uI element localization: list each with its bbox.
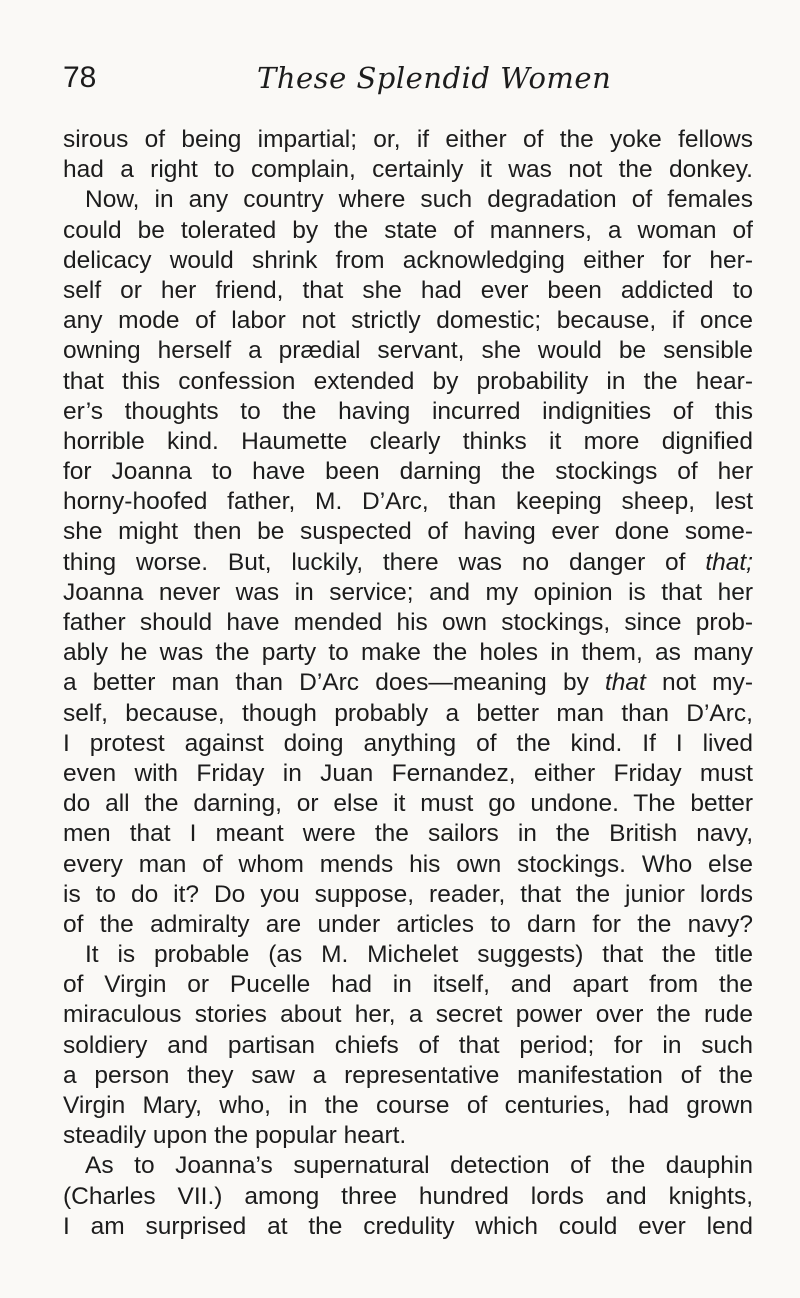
text-line: do all the darning, or else it must go undone. The better [63,790,753,818]
body-text [63,125,753,1242]
text-line: delicacy would shrink from acknowledging either for her- [63,246,753,274]
page-number: 78 [63,61,97,94]
text-line: for Joanna to have been darning the stockings of her [63,458,753,486]
text-line: self or her friend, that she had ever been addicted to [63,276,753,304]
text-line: sirous of being impartial; or, if either of the yoke fellows [63,126,753,153]
text-line: I protest against doing anything of the kind. If I lived [63,729,753,757]
text-line: a person they saw a representative manifestation of the [63,1061,753,1089]
text-line: Joanna never was in service; and my opinion is that her [63,578,753,606]
text-line: soldiery and partisan chiefs of that period; for in such [63,1031,753,1059]
text-line: had a right to complain, certainly it was not the donkey. [63,156,753,184]
italic-emphasis: that [604,669,646,697]
text-line: Now, in any country where such degradation of females [85,186,753,214]
text-line: men that I meant were the sailors in the British navy, [63,820,753,848]
text-line: miraculous stories about her, a secret power over the rude [63,1001,753,1029]
text-line: As to Joanna’s supernatural detection of the dauphin [85,1152,753,1180]
text-line: self, because, though probably a better man than D’Arc, [63,699,753,727]
book-title: These Splendid Women [257,61,612,95]
text-line: steadily upon the popular heart. [63,1122,407,1150]
text-line: every man of whom mends his own stockings. Who else [63,850,753,878]
text-line: horny-hoofed father, M. D’Arc, than keeping sheep, lest [63,488,753,516]
text-line: horrible kind. Haumette clearly thinks it more dignified [63,427,753,455]
text-line: even with Friday in Juan Fernandez, either Friday must [63,759,753,787]
text-line: (Charles VII.) among three hundred lords and knights, [63,1182,753,1210]
italic-emphasis: that; [705,548,753,576]
text-line: I am surprised at the credulity which could ever lend [63,1212,753,1240]
text-line: thing worse. But, luckily, there was no danger of that; [63,548,753,576]
text-line: er’s thoughts to the having incurred indignities of this [63,397,753,425]
text-line: ably he was the party to make the holes in them, as many [63,639,753,667]
text-line: of Virgin or Pucelle had in itself, and apart from the [63,971,753,999]
text-line: a better man than D’Arc does—meaning by that not my- [63,669,753,697]
text-line: owning herself a prædial servant, she would be sensible [63,337,753,365]
text-line: could be tolerated by the state of manners, a woman of [63,216,753,244]
running-head [63,58,723,98]
text-line: that this confession extended by probability in the hear- [63,367,753,395]
text-line: any mode of labor not strictly domestic; because, if once [63,307,753,335]
text-line: Virgin Mary, who, in the course of centuries, had grown [63,1092,753,1119]
text-line: she might then be suspected of having ever done some- [63,518,753,546]
text-line: father should have mended his own stockings, since prob- [63,609,753,636]
text-line: is to do it? Do you suppose, reader, that the junior lords [63,880,753,908]
text-line: It is probable (as M. Michelet suggests) that the title [85,941,753,969]
text-line: of the admiralty are under articles to darn for the navy? [63,910,753,938]
